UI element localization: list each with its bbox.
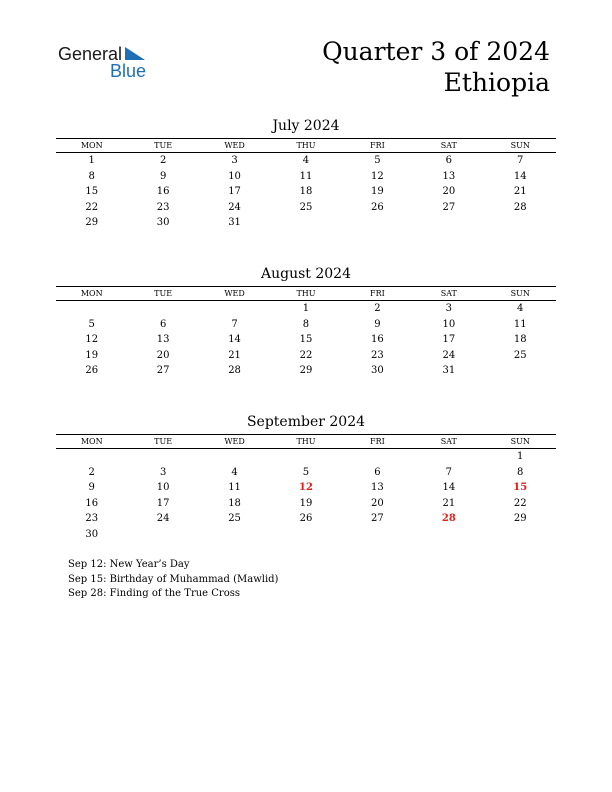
weekday-label: TUE <box>154 437 173 446</box>
day-cell: 1 <box>88 155 95 166</box>
day-cell: 3 <box>159 466 167 478</box>
empty-day-cell <box>199 527 270 543</box>
day-cell: 18 <box>299 186 313 198</box>
day-cell: 27 <box>156 365 170 377</box>
day-cell: 26 <box>85 365 99 377</box>
empty-day-cell <box>127 527 198 543</box>
holiday-note: Sep 28: Finding of the True Cross <box>68 588 240 599</box>
empty-day-cell <box>485 363 556 379</box>
day-cell: 9 <box>159 170 167 182</box>
weekday-label: TUE <box>154 289 173 298</box>
empty-day-cell <box>485 527 556 543</box>
month-title: July 2024 <box>272 118 340 134</box>
day-cell: 27 <box>442 201 456 213</box>
day-cell: 25 <box>228 513 241 525</box>
day-cell: 21 <box>513 186 527 198</box>
empty-day-cell <box>413 527 484 543</box>
week-row <box>56 496 556 512</box>
day-cell: 14 <box>442 482 456 494</box>
weekday-label: WED <box>224 289 245 298</box>
weekday-label: THU <box>296 437 316 446</box>
day-cell: 4 <box>517 303 524 314</box>
day-cell: 17 <box>442 334 456 346</box>
day-cell: 20 <box>442 186 456 198</box>
month-calendar <box>56 265 556 379</box>
day-cell: 28 <box>441 513 456 525</box>
day-cell: 14 <box>228 334 241 346</box>
week-row <box>56 317 556 333</box>
day-cell: 30 <box>156 217 170 229</box>
logo-triangle-icon <box>125 47 147 61</box>
day-cell: 8 <box>88 170 95 182</box>
logo-blue-text: Blue <box>110 61 147 81</box>
empty-day-cell <box>199 449 270 465</box>
day-cell: 11 <box>513 318 527 330</box>
day-cell: 10 <box>156 482 170 494</box>
day-cell: 13 <box>156 334 170 346</box>
day-cell: 3 <box>445 303 452 314</box>
day-cell: 12 <box>299 482 313 494</box>
day-cell: 4 <box>302 155 310 166</box>
day-cell: 20 <box>371 497 384 509</box>
title-country: Ethiopia <box>443 68 550 97</box>
weekday-label: WED <box>224 437 245 446</box>
day-cell: 7 <box>445 466 452 478</box>
weekday-header <box>56 286 556 301</box>
day-cell: 21 <box>442 497 456 509</box>
day-cell: 23 <box>85 513 99 525</box>
day-cell: 9 <box>374 318 381 330</box>
day-cell: 28 <box>513 201 527 213</box>
weekday-label: WED <box>224 141 245 150</box>
day-cell: 25 <box>513 349 527 361</box>
month-title: August 2024 <box>261 266 351 282</box>
weekday-header <box>56 434 556 449</box>
day-cell: 19 <box>299 497 313 509</box>
day-cell: 3 <box>231 155 238 166</box>
day-cell: 30 <box>85 528 99 540</box>
day-cell: 6 <box>445 155 452 166</box>
day-cell: 5 <box>302 466 310 478</box>
day-cell: 10 <box>228 170 241 182</box>
day-cell: 18 <box>513 334 527 346</box>
empty-day-cell <box>413 449 484 465</box>
week-row <box>56 215 556 231</box>
day-cell: 1 <box>302 303 310 314</box>
day-cell: 14 <box>513 170 527 182</box>
week-row <box>56 465 556 481</box>
weekday-label: THU <box>296 289 316 298</box>
day-cell: 19 <box>85 349 99 361</box>
day-cell: 11 <box>299 170 313 182</box>
weekday-label: SUN <box>510 289 530 298</box>
empty-day-cell <box>127 449 198 465</box>
weekday-label: MON <box>80 289 103 298</box>
day-cell: 28 <box>228 365 241 377</box>
weekday-label: THU <box>296 141 316 150</box>
week-row <box>56 169 556 185</box>
week-row <box>56 527 556 543</box>
day-cell: 15 <box>85 186 99 198</box>
day-cell: 23 <box>156 201 170 213</box>
day-cell: 12 <box>85 334 99 346</box>
logo-general-text: General <box>58 44 123 64</box>
day-cell: 24 <box>156 513 170 525</box>
day-cell: 23 <box>371 349 384 361</box>
empty-day-cell <box>342 449 413 465</box>
week-row <box>56 449 556 465</box>
day-cell: 11 <box>228 482 241 494</box>
week-row <box>56 511 556 527</box>
holiday-notes <box>68 558 278 602</box>
month-calendar <box>56 413 556 543</box>
empty-day-cell <box>56 301 127 317</box>
day-cell: 19 <box>371 186 384 198</box>
day-cell: 6 <box>374 466 381 478</box>
month-title: September 2024 <box>246 414 366 430</box>
weekday-label: MON <box>80 437 103 446</box>
week-row <box>56 348 556 364</box>
week-row <box>56 184 556 200</box>
weekday-label: TUE <box>154 141 173 150</box>
day-cell: 13 <box>442 170 456 182</box>
weekday-label: MON <box>80 141 103 150</box>
day-cell: 16 <box>85 497 99 509</box>
day-cell: 22 <box>85 201 99 213</box>
day-cell: 2 <box>159 155 167 166</box>
empty-day-cell <box>342 215 413 231</box>
empty-day-cell <box>342 527 413 543</box>
weekday-label: SAT <box>440 141 457 150</box>
day-cell: 12 <box>371 170 384 182</box>
day-cell: 2 <box>374 303 381 314</box>
day-cell: 31 <box>228 217 241 229</box>
day-cell: 29 <box>513 513 527 525</box>
day-cell: 22 <box>299 349 313 361</box>
empty-day-cell <box>199 301 270 317</box>
day-cell: 29 <box>299 365 313 377</box>
day-cell: 17 <box>228 186 241 198</box>
day-cell: 5 <box>374 155 381 166</box>
title-quarter: Quarter 3 of 2024 <box>322 37 550 66</box>
weekday-label: SUN <box>510 141 530 150</box>
holiday-note: Sep 12: New Year’s Day <box>68 559 190 570</box>
day-cell: 15 <box>299 334 313 346</box>
day-cell: 27 <box>371 513 384 525</box>
week-row <box>56 301 556 317</box>
week-row <box>56 363 556 379</box>
weekday-label: SAT <box>440 289 457 298</box>
day-cell: 20 <box>156 349 170 361</box>
empty-day-cell <box>270 527 341 543</box>
day-cell: 8 <box>302 318 310 330</box>
day-cell: 6 <box>159 318 167 330</box>
holiday-note: Sep 15: Birthday of Muhammad (Mawlid) <box>68 573 279 585</box>
empty-day-cell <box>127 301 198 317</box>
day-cell: 2 <box>88 466 95 478</box>
page-title <box>322 36 550 98</box>
day-cell: 29 <box>85 217 99 229</box>
day-cell: 15 <box>513 482 528 494</box>
day-cell: 26 <box>299 513 313 525</box>
week-row <box>56 480 556 496</box>
day-cell: 24 <box>442 349 456 361</box>
day-cell: 7 <box>517 155 524 166</box>
day-cell: 22 <box>513 497 527 509</box>
day-cell: 21 <box>228 349 241 361</box>
weekday-label: SAT <box>440 437 457 446</box>
day-cell: 18 <box>228 497 241 509</box>
month-calendar <box>56 117 556 231</box>
day-cell: 26 <box>371 201 384 213</box>
generalblue-logo <box>58 44 158 80</box>
week-row <box>56 153 556 169</box>
empty-day-cell <box>413 215 484 231</box>
day-cell: 5 <box>88 318 95 330</box>
day-cell: 9 <box>88 482 95 494</box>
day-cell: 24 <box>228 201 241 213</box>
weekday-label: FRI <box>370 437 385 446</box>
weekday-label: FRI <box>370 141 385 150</box>
day-cell: 1 <box>517 451 524 462</box>
empty-day-cell <box>270 449 341 465</box>
day-cell: 7 <box>231 318 238 330</box>
empty-day-cell <box>485 215 556 231</box>
week-row <box>56 200 556 216</box>
day-cell: 17 <box>156 497 170 509</box>
day-cell: 30 <box>371 365 384 377</box>
weekday-header <box>56 138 556 153</box>
day-cell: 16 <box>156 186 170 198</box>
empty-day-cell <box>56 449 127 465</box>
day-cell: 25 <box>299 201 313 213</box>
day-cell: 8 <box>517 466 524 478</box>
day-cell: 10 <box>442 318 456 330</box>
day-cell: 13 <box>371 482 384 494</box>
weekday-label: FRI <box>370 289 385 298</box>
empty-day-cell <box>270 215 341 231</box>
day-cell: 4 <box>231 466 238 478</box>
day-cell: 16 <box>371 334 384 346</box>
weekday-label: SUN <box>510 437 530 446</box>
day-cell: 31 <box>442 365 456 377</box>
week-row <box>56 332 556 348</box>
